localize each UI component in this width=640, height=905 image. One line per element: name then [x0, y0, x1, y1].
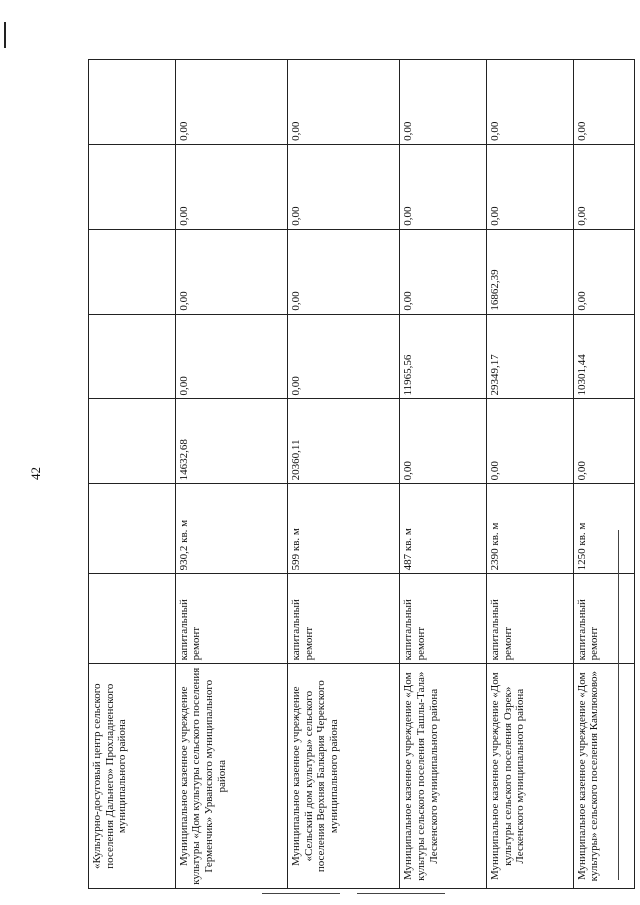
cell-name: Муниципальное казенное учреждение «Дом культуры сельского поселения Озрек» Лескенского муниципального района: [487, 664, 574, 889]
cell-v1: 0,00: [573, 399, 634, 484]
cell-v2: 0,00: [288, 314, 400, 399]
table-row: [175, 60, 287, 889]
cell-v2: 29349,17: [487, 314, 574, 399]
cell-area: 487 кв. м: [400, 484, 487, 574]
cell-v5: 0,00: [573, 60, 634, 145]
cell-work: [89, 574, 176, 664]
cell-work: капитальный ремонт: [573, 574, 634, 664]
scan-side-line: [618, 530, 619, 880]
cell-v2: 11965,56: [400, 314, 487, 399]
cell-name: Муниципальное казенное учреждение «Дом культуры» сельского поселения Камлюково»: [573, 664, 634, 889]
cell-v2: 0,00: [175, 314, 287, 399]
table-row: [573, 60, 634, 889]
cell-v5: 0,00: [288, 60, 400, 145]
cell-v3: 0,00: [573, 229, 634, 314]
cell-work: капитальный ремонт: [400, 574, 487, 664]
cell-v1: 14632,68: [175, 399, 287, 484]
cell-v1: 0,00: [400, 399, 487, 484]
cell-v3: 0,00: [288, 229, 400, 314]
cell-v3: 0,00: [175, 229, 287, 314]
cell-v5: 0,00: [487, 60, 574, 145]
cell-area: [89, 484, 176, 574]
cell-v2: [89, 314, 176, 399]
table-row: [89, 60, 176, 889]
page-number: 42: [28, 467, 43, 480]
cell-v4: 0,00: [400, 144, 487, 229]
cell-v4: 0,00: [487, 144, 574, 229]
rotated-table-container: [88, 59, 635, 889]
cell-area: 930,2 кв. м: [175, 484, 287, 574]
cell-name: Муниципальное казенное учреждение «Сельский дом культуры» сельского поселения Верхняя Балкария Черекского муниципального района: [288, 664, 400, 889]
budget-table: [88, 59, 635, 889]
cell-v3: 0,00: [400, 229, 487, 314]
cell-v4: 0,00: [175, 144, 287, 229]
cell-v1: 0,00: [487, 399, 574, 484]
cell-v2: 10301,44: [573, 314, 634, 399]
cell-name: Муниципальное казенное учреждение культуры «Дом культуры сельского поселения Герменчик» Урванского муниципального района: [175, 664, 287, 889]
table-row: [487, 60, 574, 889]
cell-v3: 16862,39: [487, 229, 574, 314]
cell-work: капитальный ремонт: [175, 574, 287, 664]
scan-line-1: [262, 893, 340, 894]
cell-v4: 0,00: [573, 144, 634, 229]
page-number-container: [28, 462, 44, 482]
cell-area: 599 кв. м: [288, 484, 400, 574]
cell-v1: 20360,11: [288, 399, 400, 484]
cell-name: Муниципальное казенное учреждение «Дом культуры сельского поселения Ташлы-Тала» Лескенского муниципального района: [400, 664, 487, 889]
cell-v4: [89, 144, 176, 229]
cell-work: капитальный ремонт: [487, 574, 574, 664]
scan-line-2: [357, 893, 445, 894]
cell-v3: [89, 229, 176, 314]
cell-v5: 0,00: [175, 60, 287, 145]
cell-name: «Культурно-досуговый центр сельского поселения Дальнего» Прохладненского муниципального района: [89, 664, 176, 889]
scan-edge-mark: [4, 22, 6, 48]
cell-area: 2390 кв. м: [487, 484, 574, 574]
cell-area: 1250 кв. м: [573, 484, 634, 574]
table-row: [400, 60, 487, 889]
cell-v4: 0,00: [288, 144, 400, 229]
cell-v5: [89, 60, 176, 145]
cell-work: капитальный ремонт: [288, 574, 400, 664]
table-row: [288, 60, 400, 889]
cell-v5: 0,00: [400, 60, 487, 145]
cell-v1: [89, 399, 176, 484]
